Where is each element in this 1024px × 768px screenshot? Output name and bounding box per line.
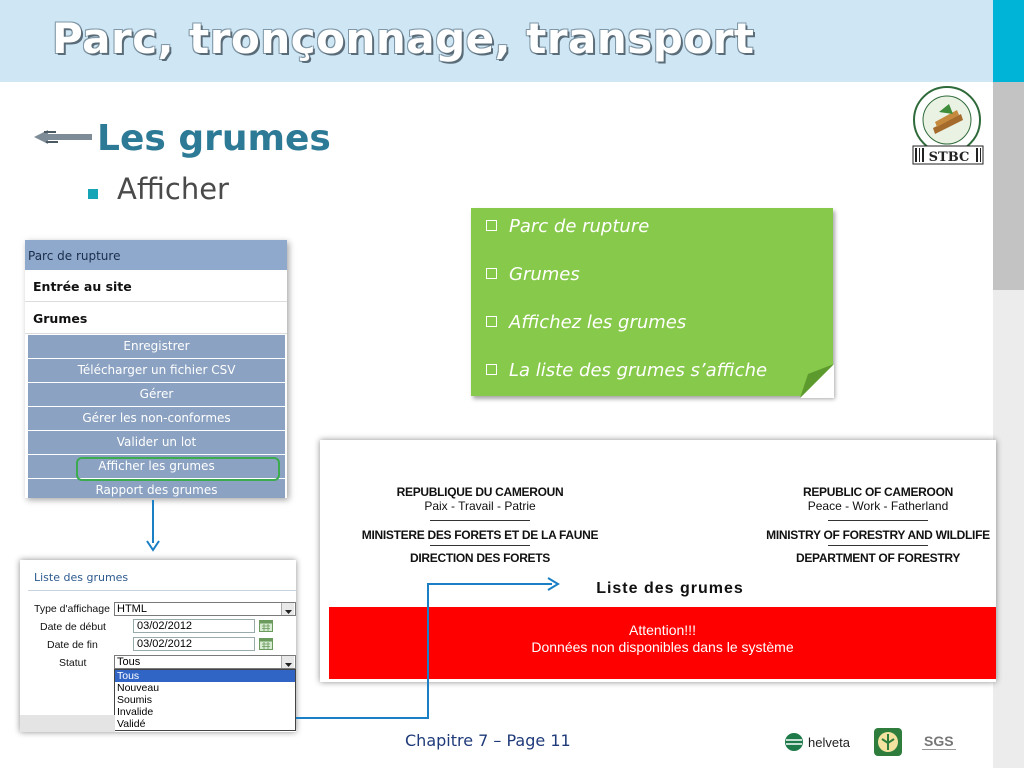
calendar-icon[interactable] — [259, 620, 273, 632]
report-direction-en: DEPARTMENT OF FORESTRY — [795, 551, 961, 565]
highlight-ring — [76, 457, 280, 481]
form-divider — [28, 590, 296, 591]
report-divider — [430, 545, 530, 546]
start-date-input[interactable]: 03/02/2012 — [133, 619, 255, 633]
report-motto-fr: Paix - Travail - Patrie — [424, 499, 536, 513]
checkbox-icon — [486, 268, 497, 279]
side-bar-middle — [993, 82, 1024, 290]
note-step-2-text: Grumes — [509, 264, 580, 285]
form-footer-bar — [20, 715, 115, 732]
note-step-1-text: Parc de rupture — [509, 216, 650, 237]
status-label: Statut — [59, 657, 87, 669]
display-type-label: Type d'affichage — [34, 603, 110, 615]
checkbox-icon — [486, 220, 497, 231]
report-ministry-fr: MINISTERE DES FORETS ET DE LA FAUNE — [361, 528, 599, 542]
page-footer: Chapitre 7 – Page 11 — [405, 731, 571, 750]
submenu-item-telecharger-csv[interactable]: Télécharger un fichier CSV — [28, 359, 285, 382]
end-date-input[interactable]: 03/02/2012 — [133, 637, 255, 651]
status-select[interactable]: Tous — [114, 655, 296, 669]
section-heading: Les grumes — [97, 118, 331, 159]
down-arrow-icon — [147, 500, 159, 550]
stbc-logo — [905, 84, 989, 168]
end-date-label: Date de fin — [47, 639, 98, 651]
status-option[interactable]: Invalide — [117, 706, 154, 718]
menu-item-grumes[interactable]: Grumes — [25, 302, 287, 334]
display-type-select[interactable]: HTML — [114, 602, 296, 616]
checkbox-icon — [486, 364, 497, 375]
arrow-bullet-icon — [34, 128, 94, 146]
submenu-item-afficher-grumes[interactable]: Afficher les grumes — [28, 455, 285, 478]
status-option[interactable]: Nouveau — [117, 682, 160, 694]
report-title: Liste des grumes — [596, 580, 744, 597]
status-option[interactable]: Soumis — [117, 694, 153, 706]
report-country-en: REPUBLIC OF CAMEROON — [802, 485, 953, 499]
note-step-3 — [486, 312, 686, 333]
status-option[interactable]: Tous — [115, 670, 295, 682]
helveta-logo-icon — [784, 732, 804, 752]
note-step-4 — [486, 360, 767, 381]
menu-header[interactable]: Parc de rupture — [25, 240, 287, 270]
chevron-down-icon[interactable] — [281, 603, 294, 615]
report-ministry-en: MINISTRY OF FORESTRY AND WILDLIFE — [766, 528, 990, 542]
note-step-2 — [486, 264, 580, 285]
accent-bar — [993, 0, 1024, 82]
partner-logo-icon — [873, 727, 903, 757]
note-fold-icon — [800, 364, 834, 398]
alert-title: Attention!!! — [629, 622, 696, 638]
report-direction-fr: DIRECTION DES FORETS — [409, 551, 550, 565]
note-step-3-text: Affichez les grumes — [509, 312, 687, 333]
status-option[interactable]: Validé — [117, 718, 146, 730]
chevron-down-icon[interactable] — [281, 656, 294, 668]
note-step-1 — [486, 216, 649, 237]
square-bullet-icon — [88, 189, 98, 199]
report-divider — [828, 545, 928, 546]
helveta-logo-text: helveta — [808, 735, 850, 750]
sgs-logo: SGS — [924, 733, 954, 749]
report-motto-en: Peace - Work - Fatherland — [807, 499, 949, 513]
calendar-icon[interactable] — [259, 638, 273, 650]
report-divider — [828, 520, 928, 521]
submenu-item-gerer[interactable]: Gérer — [28, 383, 285, 406]
form-title: Liste des grumes — [34, 571, 129, 584]
submenu-item-gerer-non-conformes[interactable]: Gérer les non-conformes — [28, 407, 285, 430]
submenu-item-rapport-grumes[interactable]: Rapport des grumes — [28, 479, 285, 498]
submenu-item-valider-lot[interactable]: Valider un lot — [28, 431, 285, 454]
submenu-item-enregistrer[interactable]: Enregistrer — [28, 335, 285, 358]
section-subheading: Afficher — [117, 172, 229, 206]
checkbox-icon — [486, 316, 497, 327]
report-divider — [430, 520, 530, 521]
stbc-logo-text: STBC — [928, 150, 970, 165]
slide-title: Parc, tronçonnage, transport — [52, 14, 755, 63]
status-dropdown-list — [114, 669, 296, 731]
alert-message: Données non disponibles dans le système — [531, 639, 794, 655]
menu-item-entree-au-site[interactable]: Entrée au site — [25, 270, 287, 302]
start-date-label: Date de début — [40, 621, 106, 633]
report-country-fr: REPUBLIQUE DU CAMEROUN — [396, 485, 564, 499]
note-step-4-text: La liste des grumes s’affiche — [509, 360, 768, 381]
